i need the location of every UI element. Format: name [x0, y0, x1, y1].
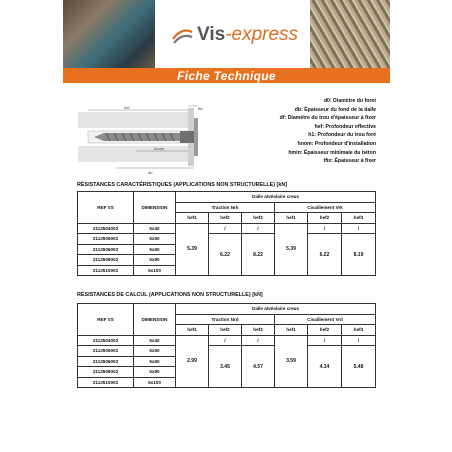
- value-cell: /: [242, 223, 275, 234]
- table-row: [78, 346, 376, 357]
- dimension-cell: 5x60: [134, 356, 176, 367]
- hef-header: hef2: [308, 213, 342, 224]
- value-cell: 4.57: [242, 346, 275, 388]
- hef-header: hef1: [176, 325, 209, 336]
- hef-header: hef3: [342, 213, 376, 224]
- value-cell: 2.99: [176, 335, 209, 388]
- col-header-ref: REF VS: [78, 192, 134, 224]
- hef-header: hef3: [242, 325, 275, 336]
- legend-item: d0: Diamètre du foret: [323, 98, 376, 104]
- dimension-cell: 5x40: [134, 223, 176, 234]
- dimension-cell: 5x80: [134, 367, 176, 378]
- design-resistance-title: RÉSISTANCES DE CALCUL (APPLICATIONS NON STRUCTURELLE) [kN]: [77, 292, 263, 298]
- shear-header: Cisaillement Vrk: [275, 202, 376, 213]
- traction-header: Traction Nrd: [176, 314, 275, 325]
- hef-header: hef3: [242, 213, 275, 224]
- col-header-dimension: DIMENSION: [134, 304, 176, 336]
- ref-cell: 2113505002: [78, 346, 134, 357]
- hef-label: hef: [124, 105, 130, 110]
- tools-photo: [63, 0, 155, 68]
- dimension-cell: 5x80: [134, 255, 176, 266]
- ref-cell: 2113506002: [78, 244, 134, 255]
- hef-header: hef2: [209, 213, 242, 224]
- value-cell: 8.22: [242, 234, 275, 276]
- ref-cell: 2113510002: [78, 265, 134, 276]
- group-header: Dalle alvéolaire creux: [176, 304, 376, 315]
- brand-logo: [171, 20, 298, 50]
- brand-name: Vis-express: [197, 24, 299, 45]
- value-cell: /: [342, 335, 376, 346]
- legend-item: tfix: Épaisseur à fixer: [323, 158, 376, 165]
- dimension-cell: 5x100: [134, 265, 176, 276]
- shear-header: Cisaillement Vrd: [275, 314, 376, 325]
- ref-cell: 2113508002: [78, 367, 134, 378]
- legend-list: [206, 97, 376, 166]
- value-cell: 3.59: [275, 335, 308, 388]
- legend-item: hef: Profondeur effective: [314, 123, 376, 130]
- page-title: Fiche Technique: [177, 68, 276, 83]
- dimension-cell: 5x50: [134, 346, 176, 357]
- traction-header: Traction Nrk: [176, 202, 275, 213]
- ref-cell: 2113504002: [78, 223, 134, 234]
- db-label: db: [148, 170, 153, 175]
- characteristic-resistance-title: RÉSISTANCES CARACTÉRISTIQUES (APPLICATIONS NON STRUCTURELLE) [kN]: [77, 182, 288, 188]
- swoosh-icon: [171, 24, 193, 46]
- value-cell: /: [308, 223, 342, 234]
- screws-photo: [310, 0, 390, 68]
- ref-cell: 2113508002: [78, 255, 134, 266]
- hef-header: hef3: [342, 325, 376, 336]
- technical-sheet-page: [63, 0, 390, 452]
- value-cell: /: [209, 335, 242, 346]
- hnom-label: hnom: [154, 146, 165, 151]
- value-cell: 8.19: [342, 234, 376, 276]
- legend-item: hmin: Épaisseur minimale du béton: [288, 149, 376, 156]
- table-row: [78, 335, 376, 346]
- legend-item: h1: Profondeur du trou foré: [308, 132, 376, 139]
- value-cell: 5.39: [176, 223, 209, 276]
- value-cell: /: [308, 335, 342, 346]
- tfix-label: tfix: [198, 106, 204, 111]
- ref-cell: 2113510002: [78, 377, 134, 388]
- value-cell: 3.45: [209, 346, 242, 388]
- hef-header: hef1: [275, 213, 308, 224]
- ref-cell: 2113504002: [78, 335, 134, 346]
- col-header-dimension: DIMENSION: [134, 192, 176, 224]
- design-resistance-table: [77, 303, 376, 388]
- legend-item: db: Épaisseur du fond de la dalle: [294, 106, 376, 113]
- ref-cell: 2113505002: [78, 234, 134, 245]
- title-banner: [63, 68, 390, 83]
- anchor-diagram: [76, 104, 211, 176]
- hef-header: hef1: [275, 325, 308, 336]
- table-row: [78, 234, 376, 245]
- value-cell: 5.39: [275, 223, 308, 276]
- hef-header: hef2: [209, 325, 242, 336]
- dimension-cell: 5x60: [134, 244, 176, 255]
- dimension-cell: 5x100: [134, 377, 176, 388]
- table-row: [78, 223, 376, 234]
- value-cell: /: [209, 223, 242, 234]
- ref-cell: 2113506002: [78, 356, 134, 367]
- value-cell: 6.22: [308, 234, 342, 276]
- dimension-cell: 5x40: [134, 335, 176, 346]
- characteristic-resistance-table: [77, 191, 376, 276]
- value-cell: 5.48: [342, 346, 376, 388]
- hef-header: hef2: [308, 325, 342, 336]
- dimension-cell: 5x50: [134, 234, 176, 245]
- value-cell: 6.22: [209, 234, 242, 276]
- col-header-ref: REF VS: [78, 304, 134, 336]
- legend-item: hnom: Profondeur d'installation: [297, 140, 376, 147]
- value-cell: /: [342, 223, 376, 234]
- hef-header: hef1: [176, 213, 209, 224]
- group-header: Dalle alvéolaire creux: [176, 192, 376, 203]
- value-cell: /: [242, 335, 275, 346]
- value-cell: 4.14: [308, 346, 342, 388]
- legend-item: df: Diamètre du trou d'épaisseur à fixer: [279, 115, 376, 122]
